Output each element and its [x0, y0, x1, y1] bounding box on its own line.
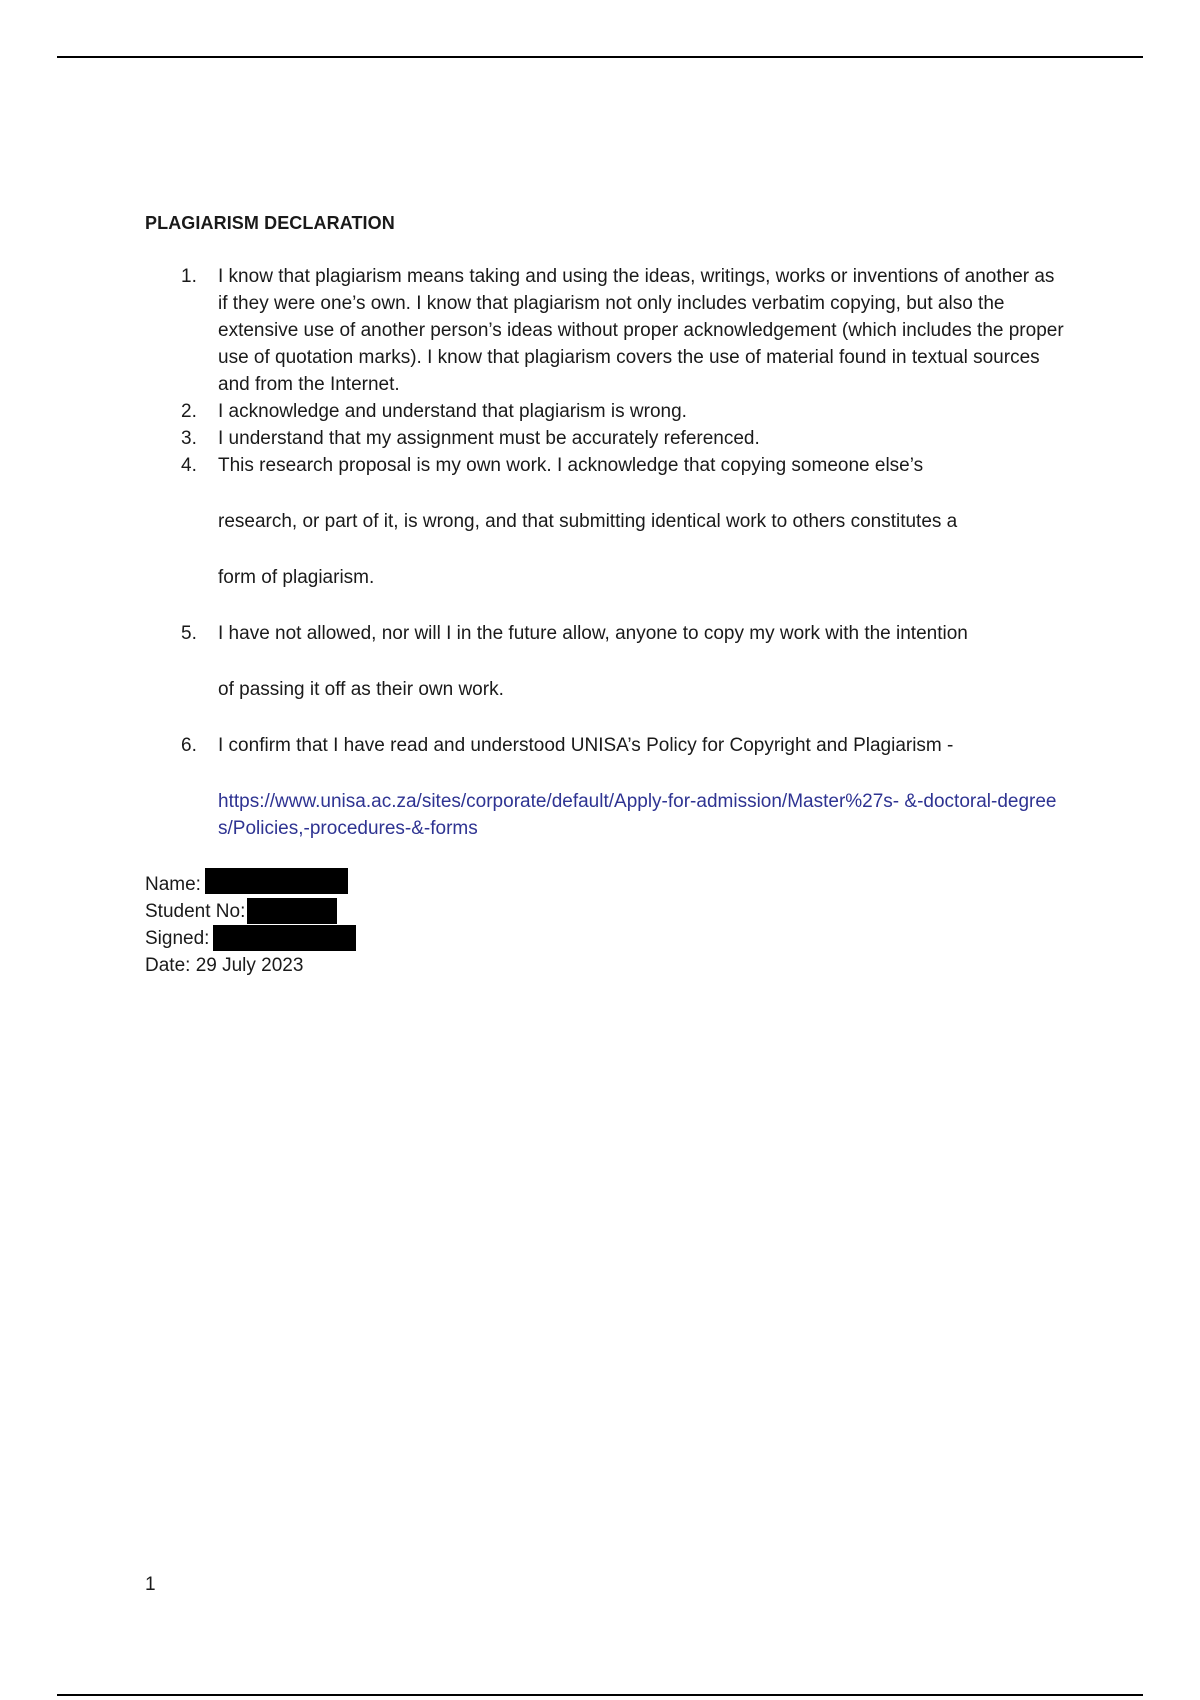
list-item-6	[145, 732, 1065, 842]
redaction-box	[205, 868, 348, 894]
list-number: 1.	[181, 266, 197, 287]
signoff-block	[145, 871, 1065, 979]
list-item-text-line: This research proposal is my own work. I acknowledge that copying someone else’s	[218, 455, 924, 476]
name-row	[145, 871, 1065, 898]
page-title: PLAGIARISM DECLARATION	[145, 213, 395, 233]
policy-link[interactable]: https://www.unisa.ac.za/sites/corporate/default/Apply-for-admission/Master%27s- &-doctoral-degrees/Policies,-procedures-&-forms	[218, 791, 1057, 839]
signed-row	[145, 925, 1065, 952]
redaction-box	[213, 925, 356, 951]
list-item-text-line: research, or part of it, is wrong, and that submitting identical work to others constitutes a	[218, 511, 958, 532]
student-no-row	[145, 898, 1065, 925]
list-item-4	[145, 452, 1065, 591]
signed-label: Signed:	[145, 928, 210, 949]
list-number: 4.	[181, 455, 197, 476]
list-number: 6.	[181, 735, 197, 756]
list-item-text: I acknowledge and understand that plagiarism is wrong.	[218, 401, 687, 422]
list-item-text: I understand that my assignment must be accurately referenced.	[218, 428, 760, 449]
student-no-label: Student No:	[145, 901, 246, 922]
list-number: 5.	[181, 623, 197, 644]
page-number: 1	[145, 1574, 156, 1595]
name-label: Name:	[145, 874, 201, 895]
list-item-5	[145, 620, 1065, 703]
list-item-text-line: I confirm that I have read and understood UNISA’s Policy for Copyright and Plagiarism -	[218, 735, 954, 756]
list-number: 3.	[181, 428, 197, 449]
redaction-box	[247, 898, 337, 924]
top-rule	[57, 56, 1143, 58]
list-item-3	[145, 425, 1065, 452]
declaration-body	[145, 210, 1065, 979]
list-number: 2.	[181, 401, 197, 422]
list-item-text-line: of passing it off as their own work.	[218, 679, 504, 700]
list-item-text-line: I have not allowed, nor will I in the future allow, anyone to copy my work with the intention	[218, 623, 968, 644]
date-line: Date: 29 July 2023	[145, 955, 304, 976]
list-item-1	[145, 263, 1065, 398]
list-item-2	[145, 398, 1065, 425]
list-item-text: I know that plagiarism means taking and using the ideas, writings, works or inventions of another as if they were one’s own. I know that plagiarism not only includes verbatim copying, but also the extensive use of another person’s ideas without proper acknowledgement (which includes the proper use of quotation marks). I know that plagiarism covers the use of material found in textual sources and from the Internet.	[218, 266, 1064, 395]
list-item-text-line: form of plagiarism.	[218, 567, 375, 588]
bottom-rule	[57, 1694, 1143, 1696]
